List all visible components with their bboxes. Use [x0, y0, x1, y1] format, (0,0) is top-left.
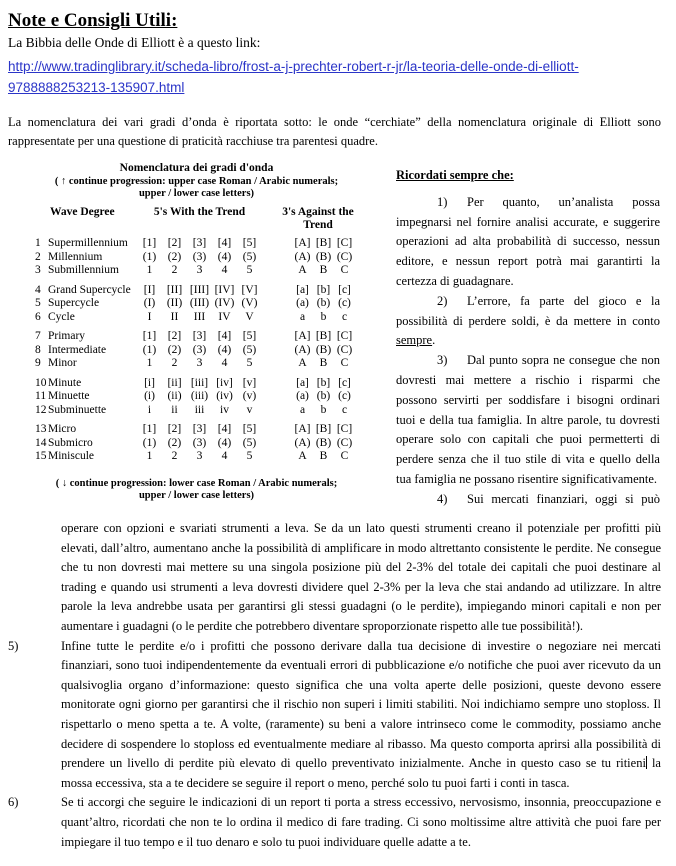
row-number: 13 [35, 423, 47, 435]
with-trend-cells [137, 390, 262, 404]
against-trend-cell: (a) [296, 297, 309, 309]
with-trend-cells [137, 423, 262, 437]
with-trend-cell: 1 [146, 450, 153, 462]
table-title: Nomenclatura dei gradi d'onda [119, 162, 274, 174]
with-trend-cell: III [193, 310, 206, 323]
against-trend-cell: [a] [296, 283, 309, 296]
table-rows [24, 237, 369, 464]
with-trend-cell: (3) [192, 343, 207, 356]
against-trend-cell: (B) [315, 343, 332, 356]
with-trend-cell: (3) [192, 436, 207, 449]
with-trend-cell: (ii) [167, 390, 182, 402]
wave-degree-row [24, 264, 369, 278]
with-trend-cell: 5 [246, 450, 253, 462]
with-trend-cell: (4) [217, 436, 232, 449]
against-trend-cell: B [319, 264, 328, 276]
against-trend-cell: (C) [336, 250, 353, 263]
top-note-line-1: ( ↑ continue progression: upper case Roman / Arabic numerals; [54, 176, 339, 187]
against-trend-cells [292, 437, 355, 451]
with-trend-cell: [5] [242, 330, 257, 342]
against-trend-cell: [A] [294, 237, 311, 249]
against-trend-cells [292, 311, 355, 325]
against-trend-cell: [A] [294, 423, 311, 435]
against-trend-cell: a [299, 403, 306, 416]
wave-degree-row [24, 423, 369, 437]
with-trend-cell: [ii] [167, 376, 182, 389]
with-trend-cell: 2 [171, 357, 178, 369]
text-cursor [646, 756, 647, 769]
against-trend-cell: [A] [294, 330, 311, 342]
degree-name: Minute [48, 376, 82, 389]
item4-continuation-paragraph: operare con opzioni e svariati strumenti a leva. Se da un lato questi strumenti creano il potenziale per profitti più elevati, dall’altro, aumentano anche la possibilità di amplificare in modo altrettanto consistente le perdite. Ne consegue che tu non dovresti mai mettere su una singola posizione più del 2-3% del totale dei capitali che puoi destinare al trading e quando usi strumenti a leva dovresti dividere quel 2-3% per la leva che stai andando ad utilizzare. In altre parole la leva andrebbe usata per garantirsi gli stessi guadagni (o le perdite), impiegando minori capitali e non per aumentare i guadagni (o le perdite che potrebbero diventare sproporzionate rispetto alle tue possibilità!). [61, 521, 661, 633]
reminders-column [396, 166, 660, 510]
with-trend-cell: (2) [167, 436, 182, 449]
with-trend-cell: (4) [217, 343, 232, 356]
against-trend-cell: c [341, 310, 348, 323]
with-trend-cell: [2] [167, 237, 182, 249]
wave-degree-group [24, 423, 369, 464]
with-trend-cell: [i] [144, 376, 155, 389]
against-trend-cell: [c] [338, 283, 351, 296]
with-trend-cells [137, 251, 262, 265]
with-trend-cell: [1] [142, 330, 157, 342]
against-trend-cell: [a] [296, 376, 309, 389]
row-number: 9 [35, 357, 41, 369]
against-trend-cell: [C] [336, 330, 353, 342]
with-trend-cell: [5] [242, 423, 257, 435]
column-header-with-trend: 5's With the Trend [153, 206, 246, 218]
against-trend-cells [292, 297, 355, 311]
wave-degree-row [24, 284, 369, 298]
with-trend-cell: [4] [217, 237, 232, 249]
row-number: 1 [35, 237, 41, 249]
table-header-row [24, 206, 369, 231]
against-trend-cell: (C) [336, 436, 353, 449]
against-trend-cells [292, 423, 355, 437]
row-number: 8 [35, 343, 41, 356]
row-number: 11 [35, 390, 47, 402]
with-trend-cell: II [170, 310, 179, 323]
with-trend-cells [137, 297, 262, 311]
column-header-wave-degree: Wave Degree [50, 206, 115, 218]
with-trend-cell: 4 [221, 264, 228, 276]
against-trend-cell: A [298, 264, 307, 276]
against-trend-cells [292, 284, 355, 298]
degree-name: Millennium [48, 250, 103, 263]
row-number: 3 [35, 264, 41, 276]
against-trend-cell: (A) [294, 436, 311, 449]
with-trend-cell: [2] [167, 423, 182, 435]
reminders-list [396, 193, 660, 510]
wave-degree-group [24, 284, 369, 325]
intro-line: La Bibbia delle Onde di Elliott è a questo link: [8, 35, 261, 50]
wave-degree-table [24, 162, 369, 502]
with-trend-cell: [II] [166, 283, 183, 296]
against-trend-cell: A [298, 357, 307, 369]
with-trend-cell: 3 [196, 264, 203, 276]
with-trend-cell: 4 [221, 450, 228, 462]
wave-degree-row [24, 311, 369, 325]
with-trend-cell: [4] [217, 330, 232, 342]
against-trend-cell: C [340, 357, 349, 369]
with-trend-cell: (V) [241, 297, 258, 309]
with-trend-cell: V [245, 310, 254, 323]
wave-degree-row [24, 330, 369, 344]
degree-name: Minuette [48, 390, 90, 402]
table-bottom-note [24, 478, 369, 502]
degree-name: Submicro [48, 436, 93, 449]
numbered-list-item: 6) Se ti accorgi che seguire le indicazioni di un report ti porta a stress eccessivo, nervosismo, insonnia, preoccupazione e quant’altro, ricordati che non te lo ordina il medico di fare trading. Ci sono moltissime altre attività che puoi fare per impiegare il tuo tempo e il tuo denaro e solo tu puoi individuare quelle adatte a te. [8, 795, 661, 849]
against-trend-cell: [b] [316, 283, 331, 296]
against-trend-cells [292, 237, 355, 251]
wave-degree-group [24, 377, 369, 418]
against-trend-cells [292, 390, 355, 404]
against-trend-cell: [b] [316, 376, 331, 389]
column-header-against-trend: 3's Against the Trend [282, 206, 354, 231]
degree-name: Supermillennium [48, 237, 128, 249]
with-trend-cell: [I] [143, 283, 156, 296]
degree-name: Subminuette [48, 403, 107, 416]
with-trend-cell: [3] [192, 330, 207, 342]
with-trend-cells [137, 437, 262, 451]
with-trend-cells [137, 377, 262, 391]
reminder-item-marker: 1) [437, 194, 448, 209]
with-trend-cell: IV [218, 310, 231, 323]
reminder-item-marker: 3) [437, 353, 448, 368]
with-trend-cells [137, 311, 262, 325]
with-trend-cell: (5) [242, 250, 257, 263]
with-trend-cell: [3] [192, 423, 207, 435]
bottom-note-line-2: upper / lower case letters) [138, 489, 255, 501]
link-line-2[interactable]: 9788888253213-135907.html [8, 80, 185, 95]
with-trend-cell: (v) [242, 390, 257, 402]
with-trend-cell: iii [194, 403, 205, 416]
against-trend-cell: C [340, 450, 349, 462]
with-trend-cell: [2] [167, 330, 182, 342]
row-number: 2 [35, 250, 41, 263]
with-trend-cell: 2 [171, 450, 178, 462]
degree-name: Supercycle [48, 297, 100, 309]
with-trend-cell: 5 [246, 357, 253, 369]
wave-degree-group [24, 330, 369, 371]
wave-degree-row [24, 297, 369, 311]
reminder-item-marker: 4) [437, 491, 448, 506]
against-trend-cell: B [319, 450, 328, 462]
with-trend-cell: ii [171, 403, 178, 416]
with-trend-cell: v [246, 403, 253, 416]
with-trend-cell: (3) [192, 250, 207, 263]
with-trend-cell: 4 [221, 357, 228, 369]
against-trend-cell: [C] [336, 423, 353, 435]
with-trend-cells [137, 330, 262, 344]
wave-degree-row [24, 344, 369, 358]
list-item-marker: 6) [8, 795, 19, 810]
against-trend-cells [292, 251, 355, 265]
row-number: 5 [35, 297, 41, 309]
degree-name: Submillennium [48, 264, 119, 276]
wave-degree-group [24, 237, 369, 278]
table-and-reminders-section [0, 160, 676, 512]
with-trend-cell: (I) [143, 297, 156, 309]
against-trend-cell: (c) [338, 390, 351, 402]
with-trend-cell: [5] [242, 237, 257, 249]
row-number: 6 [35, 310, 41, 323]
elliott-book-link[interactable] [8, 56, 579, 98]
reminder-item: 3) Dal punto sopra ne consegue che non dovresti mai mettere a rischio i risparmi che possono servirti per soddisfare i bisogni ordinari tuoi e della tua famiglia. In altre parole, tu dovresti operare solo con capitali che puoi permetterti di perdere senza che il tuo stile di vita e quello della tua famiglia ne possano risentire significativamente. [396, 353, 660, 486]
against-trend-cell: [B] [315, 237, 332, 249]
with-trend-cell: [4] [217, 423, 232, 435]
page-title: Note e Consigli Utili: [8, 10, 178, 31]
row-number: 10 [35, 376, 47, 389]
wave-degree-row [24, 251, 369, 265]
table-top-note [24, 176, 369, 200]
with-trend-cell: (4) [217, 250, 232, 263]
against-trend-cell: C [340, 264, 349, 276]
wave-degree-row [24, 237, 369, 251]
against-trend-cell: (A) [294, 250, 311, 263]
with-trend-cell: (1) [142, 343, 157, 356]
against-trend-cells [292, 344, 355, 358]
with-trend-cell: (III) [189, 297, 210, 309]
reminder-item-marker: 2) [437, 293, 448, 308]
link-line-1[interactable]: http://www.tradinglibrary.it/scheda-libro/frost-a-j-prechter-robert-r-jr/la-teoria-delle-onde-di-elliott- [8, 59, 579, 74]
numbered-list [8, 637, 661, 853]
with-trend-cell: 2 [171, 264, 178, 276]
with-trend-cell: [IV] [214, 283, 235, 296]
with-trend-cell: (II) [166, 297, 183, 309]
against-trend-cell: (C) [336, 343, 353, 356]
with-trend-cells [137, 404, 262, 418]
wave-degree-row [24, 450, 369, 464]
against-trend-cell: (A) [294, 343, 311, 356]
wave-degree-row [24, 377, 369, 391]
with-trend-cells [137, 344, 262, 358]
with-trend-cell: (1) [142, 250, 157, 263]
wave-degree-row [24, 390, 369, 404]
with-trend-cell: (2) [167, 250, 182, 263]
row-number: 7 [35, 330, 41, 342]
with-trend-cell: (IV) [214, 297, 235, 309]
wave-degree-row [24, 404, 369, 418]
with-trend-cell: (2) [167, 343, 182, 356]
against-trend-cells [292, 264, 355, 278]
row-number: 14 [35, 436, 47, 449]
with-trend-cell: (iii) [190, 390, 209, 402]
nomenclature-paragraph: La nomenclatura dei vari gradi d’onda è riportata sotto: le onde “cerchiate” della nomenclatura originale di Elliott sono rappresentate per una questione di praticità racchiuse tra parentesi quadre. [8, 115, 661, 148]
with-trend-cell: [V] [241, 283, 258, 296]
against-trend-cell: (b) [316, 390, 331, 402]
against-trend-cell: [C] [336, 237, 353, 249]
against-trend-cell: [c] [338, 376, 351, 389]
with-trend-cell: 1 [146, 357, 153, 369]
with-trend-cell: [1] [142, 237, 157, 249]
reminders-heading: Ricordati sempre che: [396, 168, 514, 182]
with-trend-cell: [iii] [190, 376, 209, 389]
degree-name: Miniscule [48, 450, 94, 462]
with-trend-cell: [iv] [216, 376, 233, 389]
wave-degree-row [24, 357, 369, 371]
with-trend-cell: [III] [189, 283, 210, 296]
degree-name: Intermediate [48, 343, 107, 356]
degree-name: Cycle [48, 310, 75, 323]
body-section [8, 519, 661, 852]
with-trend-cell: 1 [146, 264, 153, 276]
with-trend-cells [137, 237, 262, 251]
with-trend-cells [137, 284, 262, 298]
against-trend-cell: (B) [315, 436, 332, 449]
underlined-word: sempre [396, 333, 433, 348]
degree-name: Micro [48, 423, 77, 435]
against-trend-cell: (c) [338, 297, 351, 309]
reminder-item: 1) Per quanto, un’analista possa impegnarsi nel fornire analisi accurate, e suggerire operazioni ad alta probabilità di successo, nessun editore, e nessun report potrà mai garantirti la certezza di guadagnare. [396, 194, 660, 288]
against-trend-cell: [B] [315, 330, 332, 342]
degree-name: Minor [48, 357, 77, 369]
list-item-marker: 5) [8, 638, 19, 653]
with-trend-cell: (i) [144, 390, 155, 402]
row-number: 15 [35, 450, 47, 462]
row-number: 4 [35, 283, 41, 296]
with-trend-cell: 3 [196, 357, 203, 369]
with-trend-cell: (5) [242, 436, 257, 449]
wave-degree-row [24, 437, 369, 451]
with-trend-cells [137, 264, 262, 278]
with-trend-cell: (5) [242, 343, 257, 356]
with-trend-cell: [1] [142, 423, 157, 435]
against-trend-cell: a [299, 310, 306, 323]
with-trend-cells [137, 450, 262, 464]
against-trend-cells [292, 330, 355, 344]
row-number: 12 [35, 403, 47, 416]
with-trend-cell: 5 [246, 264, 253, 276]
against-trend-cell: c [341, 403, 348, 416]
with-trend-cell: [v] [242, 376, 257, 389]
top-note-line-2: upper / lower case letters) [138, 188, 255, 199]
reminder-item: 4) Sui mercati finanziari, oggi si può [396, 490, 660, 510]
against-trend-cell: (b) [316, 297, 331, 309]
degree-name: Grand Supercycle [48, 283, 131, 296]
with-trend-cell: i [147, 403, 152, 416]
against-trend-cell: A [298, 450, 307, 462]
with-trend-cell: I [147, 310, 152, 323]
with-trend-cells [137, 357, 262, 371]
against-trend-cell: [B] [315, 423, 332, 435]
against-trend-cells [292, 357, 355, 371]
against-trend-cells [292, 404, 355, 418]
against-trend-cell: (a) [296, 390, 309, 402]
with-trend-cell: 3 [196, 450, 203, 462]
against-trend-cell: b [320, 403, 327, 416]
bottom-note-line-1: ( ↓ continue progression: lower case Roman / Arabic numerals; [55, 477, 338, 489]
against-trend-cell: b [320, 310, 327, 323]
degree-name: Primary [48, 330, 86, 342]
against-trend-cells [292, 450, 355, 464]
against-trend-cell: (B) [315, 250, 332, 263]
reminder-item: 2) L’errore, fa parte del gioco e la possibilità di perdere soldi, è da mettere in conto sempre. [396, 293, 660, 348]
with-trend-cell: (1) [142, 436, 157, 449]
against-trend-cell: B [319, 357, 328, 369]
numbered-list-item: 5) Infine tutte le perdite e/o i profitti che possono derivare dalla tua decisione di investire o negoziare nei mercati finanziari, sono tuoi indipendentemente da eventuali errori di pubblicazione e/o notifiche che puoi aver ricevuto da un qualsivoglia organo d’informazione: questo significa che una volta aperte delle posizioni, queste devono essere monitorate ogni giorno per garantirsi che il rischio non superi i limiti stabiliti. Noi indichiamo sempre uno stoploss. Il rispettarlo o meno spetta a te. A volte, (raramente) su beni a valore intrinseco come le commodity, possiamo anche decidere di sospendere lo stoploss ed eventualmente mediare al ribasso. Ma questo comporta aprirsi alla possibilità di prendere un livello di perdite più elevato di quello preventivato inizialmente. Anche in questo caso se tu ritieni la mossa eccessiva, sta a te decidere se seguire il report o meno, perché solo tu puoi farti i conti in tasca. [8, 638, 661, 790]
against-trend-cells [292, 377, 355, 391]
with-trend-cell: iv [220, 403, 229, 416]
with-trend-cell: (iv) [216, 390, 233, 402]
with-trend-cell: [3] [192, 237, 207, 249]
